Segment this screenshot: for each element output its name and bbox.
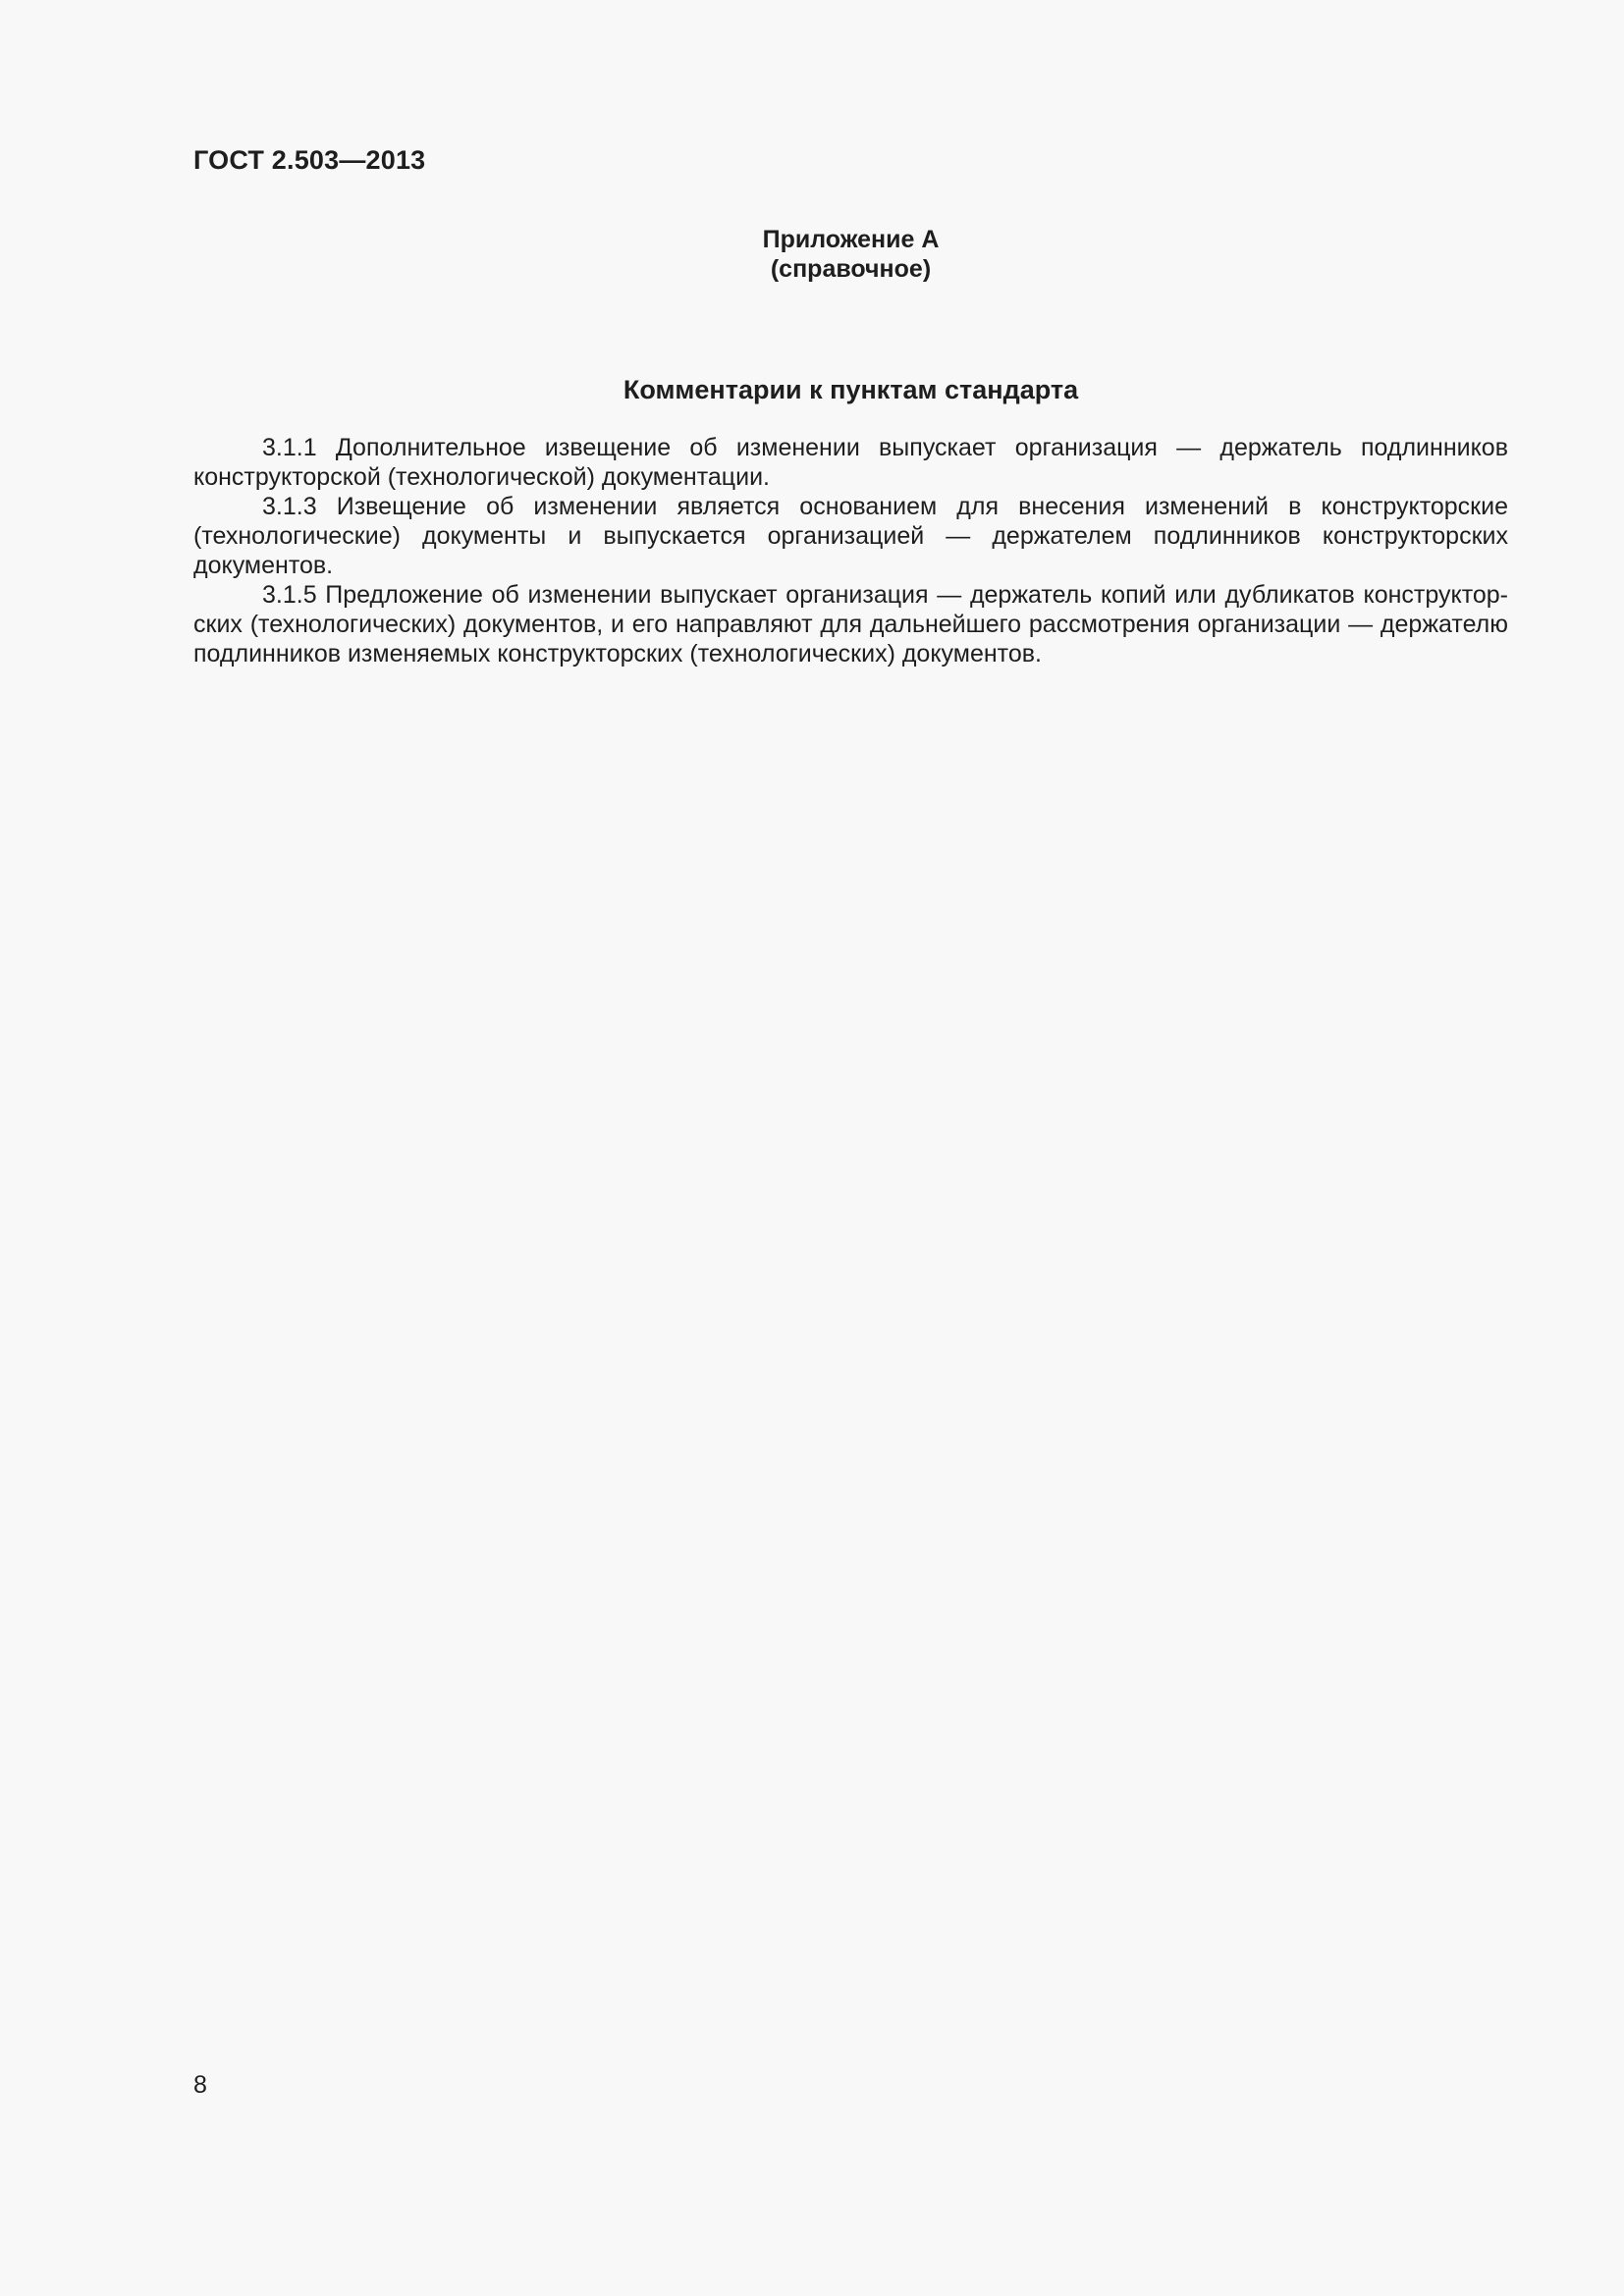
annex-title: Приложение А <box>762 226 940 253</box>
body-text <box>193 433 1508 668</box>
paragraph-3-1-1: 3.1.1 Дополнительное извещение об изменении выпускает организация — держатель подлинников конструкторской (технологической) документации. <box>193 434 1508 491</box>
section-title: Комментарии к пунктам стандарта <box>623 375 1079 404</box>
page-number: 8 <box>193 2071 207 2099</box>
annex-subtitle: (справочное) <box>770 255 932 283</box>
annex-heading <box>193 225 1508 284</box>
paragraph-3-1-3: 3.1.3 Извещение об изменении является основанием для внесения изменений в конструкторские (технологические) документы и выпускается организацией — держателем подлинников конструкторских документов. <box>193 493 1508 579</box>
document-header: ГОСТ 2.503—2013 <box>193 145 426 175</box>
paragraph-3-1-5: 3.1.5 Предложение об изменении выпускает организация — держатель копий или дубликатов конструкторских (технологических) документов, и его направляют для дальнейшего рассмотрения организации — держателю подлинников изменяемых конструкторских (технологических) документов. <box>193 581 1508 667</box>
